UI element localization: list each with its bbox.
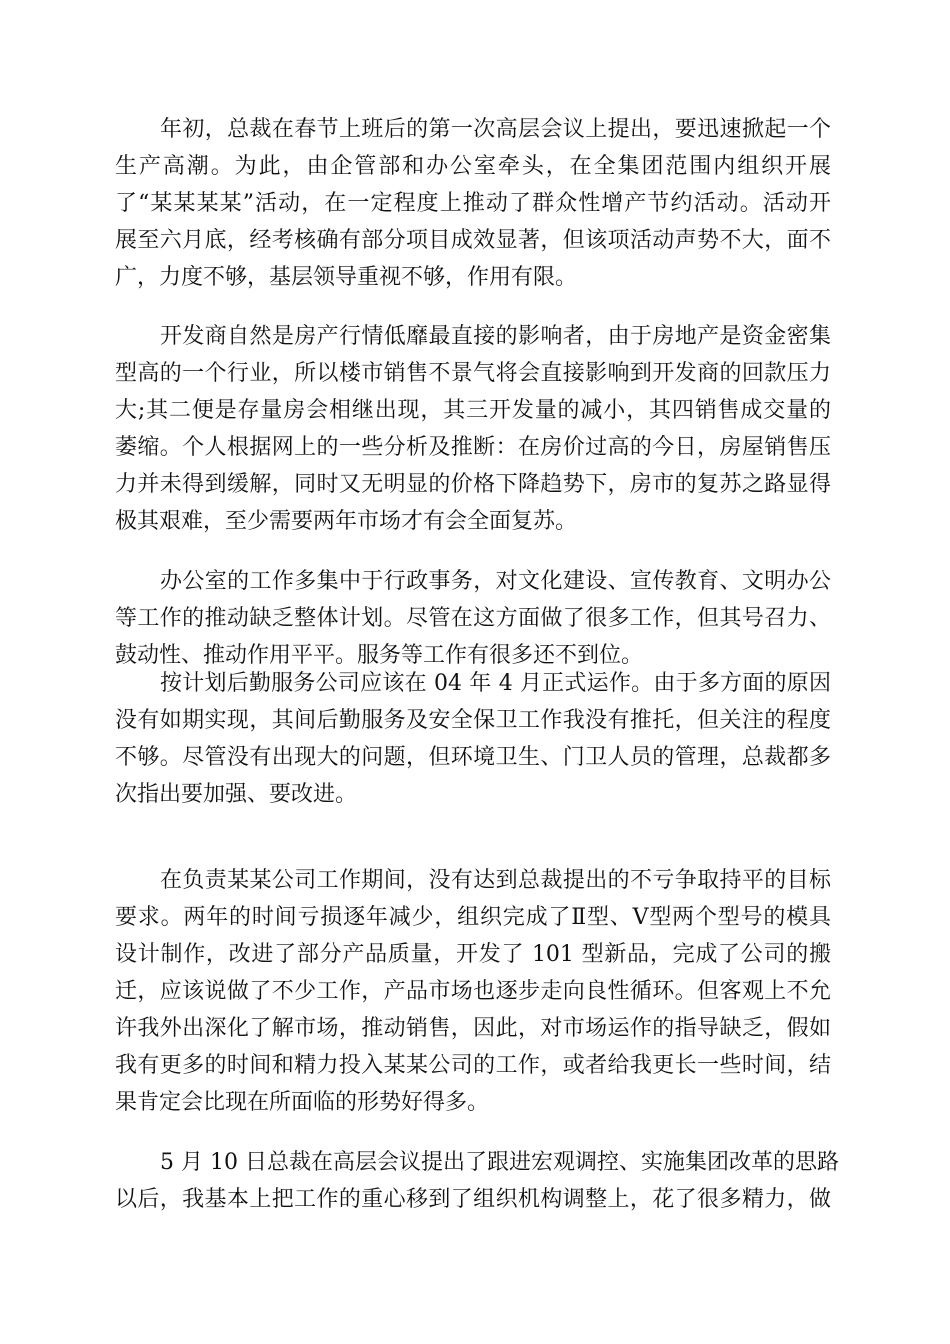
paragraph-line: 以后，我基本上把工作的重心移到了组织机构调整上，花了很多精力，做 [115,1187,831,1212]
paragraph-line: 不够。尽管没有出现大的问题，但环境卫生、门卫人员的管理，总裁都多 [115,745,831,770]
paragraph-line: 型高的一个行业，所以楼市销售不景气将会直接影响到开发商的回款压力 [115,361,831,386]
paragraph-3 [115,563,831,674]
paragraph-line: 按计划后勤服务公司应该在 04 年 4 月正式运作。由于多方面的原因 [160,671,831,696]
paragraph-line: 果肯定会比现在所面临的形势好得多。 [115,1090,490,1115]
paragraph-line: 次指出要加强、要改进。 [115,782,358,807]
paragraph-line: 等工作的推动缺乏整体计划。尽管在这方面做了很多工作，但其号召力、 [115,606,831,631]
paragraph-line: 展至六月底，经考核确有部分项目成效显著，但该项活动声势不大，面不 [115,228,831,253]
paragraph-line: 生产高潮。为此，由企管部和办公室牵头，在全集团范围内组织开展 [115,154,831,179]
paragraph-line: 5 月 10 日总裁在高层会议提出了跟进宏观调控、实施集团改革的思路 [160,1150,839,1175]
paragraph-4 [115,665,831,813]
paragraph-line: 大;其二便是存量房会相继出现，其三开发量的减小，其四销售成交量的 [115,398,831,423]
paragraph-line: 要求。两年的时间亏损逐年减少，组织完成了Ⅱ型、Ⅴ型两个型号的模具 [115,905,831,930]
paragraph-line: 没有如期实现，其间后勤服务及安全保卫工作我没有推托，但关注的程度 [115,708,831,733]
paragraph-line: 广，力度不够，基层领导重视不够，作用有限。 [115,265,578,290]
paragraph-line: 设计制作，改进了部分产品质量，开发了 101 型新品，完成了公司的搬 [115,942,831,967]
paragraph-line: 萎缩。个人根据网上的一些分析及推断：在房价过高的今日，房屋销售压 [115,435,831,460]
paragraph-6 [115,1144,839,1218]
paragraph-line: 我有更多的时间和精力投入某某公司的工作，或者给我更长一些时间，结 [115,1053,831,1078]
paragraph-2 [115,318,831,540]
paragraph-line: 在负责某某公司工作期间，没有达到总裁提出的不亏争取持平的目标 [160,868,831,893]
paragraph-line: 力并未得到缓解，同时又无明显的价格下降趋势下，房市的复苏之路显得 [115,472,831,497]
paragraph-line: 办公室的工作多集中于行政事务，对文化建设、宣传教育、文明办公 [160,569,831,594]
paragraph-line: 了“某某某某”活动，在一定程度上推动了群众性增产节约活动。活动开 [115,191,831,216]
paragraph-5 [115,862,831,1121]
paragraph-line: 年初，总裁在春节上班后的第一次高层会议上提出，要迅速掀起一个 [160,117,831,142]
paragraph-1 [115,111,831,296]
paragraph-line: 鼓动性、推动作用平平。服务等工作有很多还不到位。 [115,643,644,668]
paragraph-line: 开发商自然是房产行情低靡最直接的影响者，由于房地产是资金密集 [160,324,831,349]
paragraph-line: 许我外出深化了解市场，推动销售，因此，对市场运作的指导缺乏，假如 [115,1016,831,1041]
paragraph-line: 极其艰难，至少需要两年市场才有会全面复苏。 [115,509,578,534]
paragraph-line: 迁，应该说做了不少工作，产品市场也逐步走向良性循环。但客观上不允 [115,979,831,1004]
